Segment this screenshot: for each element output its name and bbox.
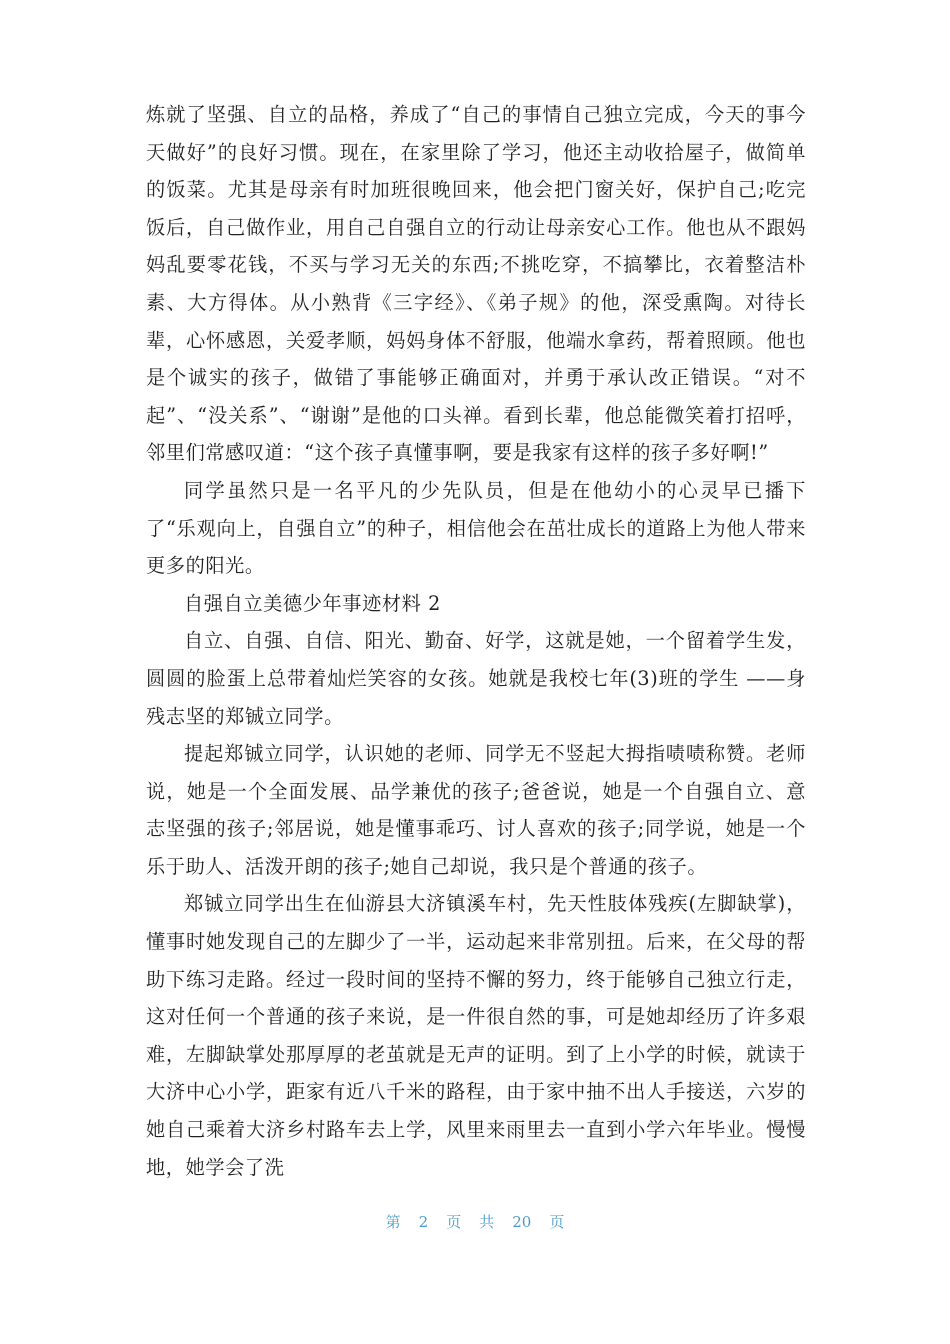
section-heading: 自强自立美德少年事迹材料 2 bbox=[184, 591, 441, 615]
footer-word-ye: 页 bbox=[446, 1213, 462, 1231]
footer-word-di: 第 bbox=[385, 1213, 401, 1231]
footer-word-ye-end: 页 bbox=[549, 1213, 565, 1231]
page-footer bbox=[0, 1211, 950, 1232]
document-body bbox=[146, 96, 806, 1186]
paragraph-2: 同学虽然只是一名平凡的少先队员，但是在他幼小的心灵早已播下了“乐观向上，自强自立”的种子，相信他会在茁壮成长的道路上为他人带来更多的阳光。 bbox=[146, 478, 806, 578]
total-pages-number: 20 bbox=[512, 1213, 532, 1231]
paragraph-5: 郑铖立同学出生在仙游县大济镇溪车村，先天性肢体残疾(左脚缺掌)，懂事时她发现自己的左脚少了一半，运动起来非常别扭。后来，在父母的帮助下练习走路。经过一段时间的坚持不懈的努力，终于能够自己独立行走，这对任何一个普通的孩子来说，是一件很自然的事，可是她却经历了许多艰难，左脚缺掌处那厚厚的老茧就是无声的证明。到了上小学的时候，就读于大济中心小学，距家有近八千米的路程，由于家中抽不出人手接送，六岁的她自己乘着大济乡村路车去上学，风里来雨里去一直到小学六年毕业。慢慢地，她学会了洗 bbox=[146, 892, 806, 1179]
paragraph-1: 炼就了坚强、自立的品格，养成了“自己的事情自己独立完成，今天的事今天做好”的良好习惯。现在，在家里除了学习，他还主动收拾屋子，做简单的饭菜。尤其是母亲有时加班很晚回来，他会把门窗关好，保护自己;吃完饭后，自己做作业，用自己自强自立的行动让母亲安心工作。他也从不跟妈妈乱要零花钱，不买与学习无关的东西;不挑吃穿，不搞攀比，衣着整洁朴素、大方得体。从小熟背《三字经》、《弟子规》的他，深受熏陶。对待长辈，心怀感恩，关爱孝顺，妈妈身体不舒服，他端水拿药，帮着照顾。他也是个诚实的孩子，做错了事能够正确面对，并勇于承认改正错误。“对不起”、“没关系”、“谢谢”是他的口头禅。看到长辈，他总能微笑着打招呼，邻里们常感叹道：“这个孩子真懂事啊，要是我家有这样的孩子多好啊!” bbox=[146, 103, 806, 465]
footer-word-gong: 共 bbox=[479, 1213, 495, 1231]
paragraph-4: 提起郑铖立同学，认识她的老师、同学无不竖起大拇指啧啧称赞。老师说，她是一个全面发展、品学兼优的孩子;爸爸说，她是一个自强自立、意志坚强的孩子;邻居说，她是懂事乖巧、讨人喜欢的孩子;同学说，她是一个乐于助人、活泼开朗的孩子;她自己却说，我只是个普通的孩子。 bbox=[146, 742, 806, 878]
current-page-number: 2 bbox=[418, 1213, 429, 1231]
paragraph-3: 自立、自强、自信、阳光、勤奋、好学，这就是她，一个留着学生发，圆圆的脸蛋上总带着灿烂笑容的女孩。她就是我校七年(3)班的学生 ——身残志坚的郑铖立同学。 bbox=[146, 629, 806, 728]
